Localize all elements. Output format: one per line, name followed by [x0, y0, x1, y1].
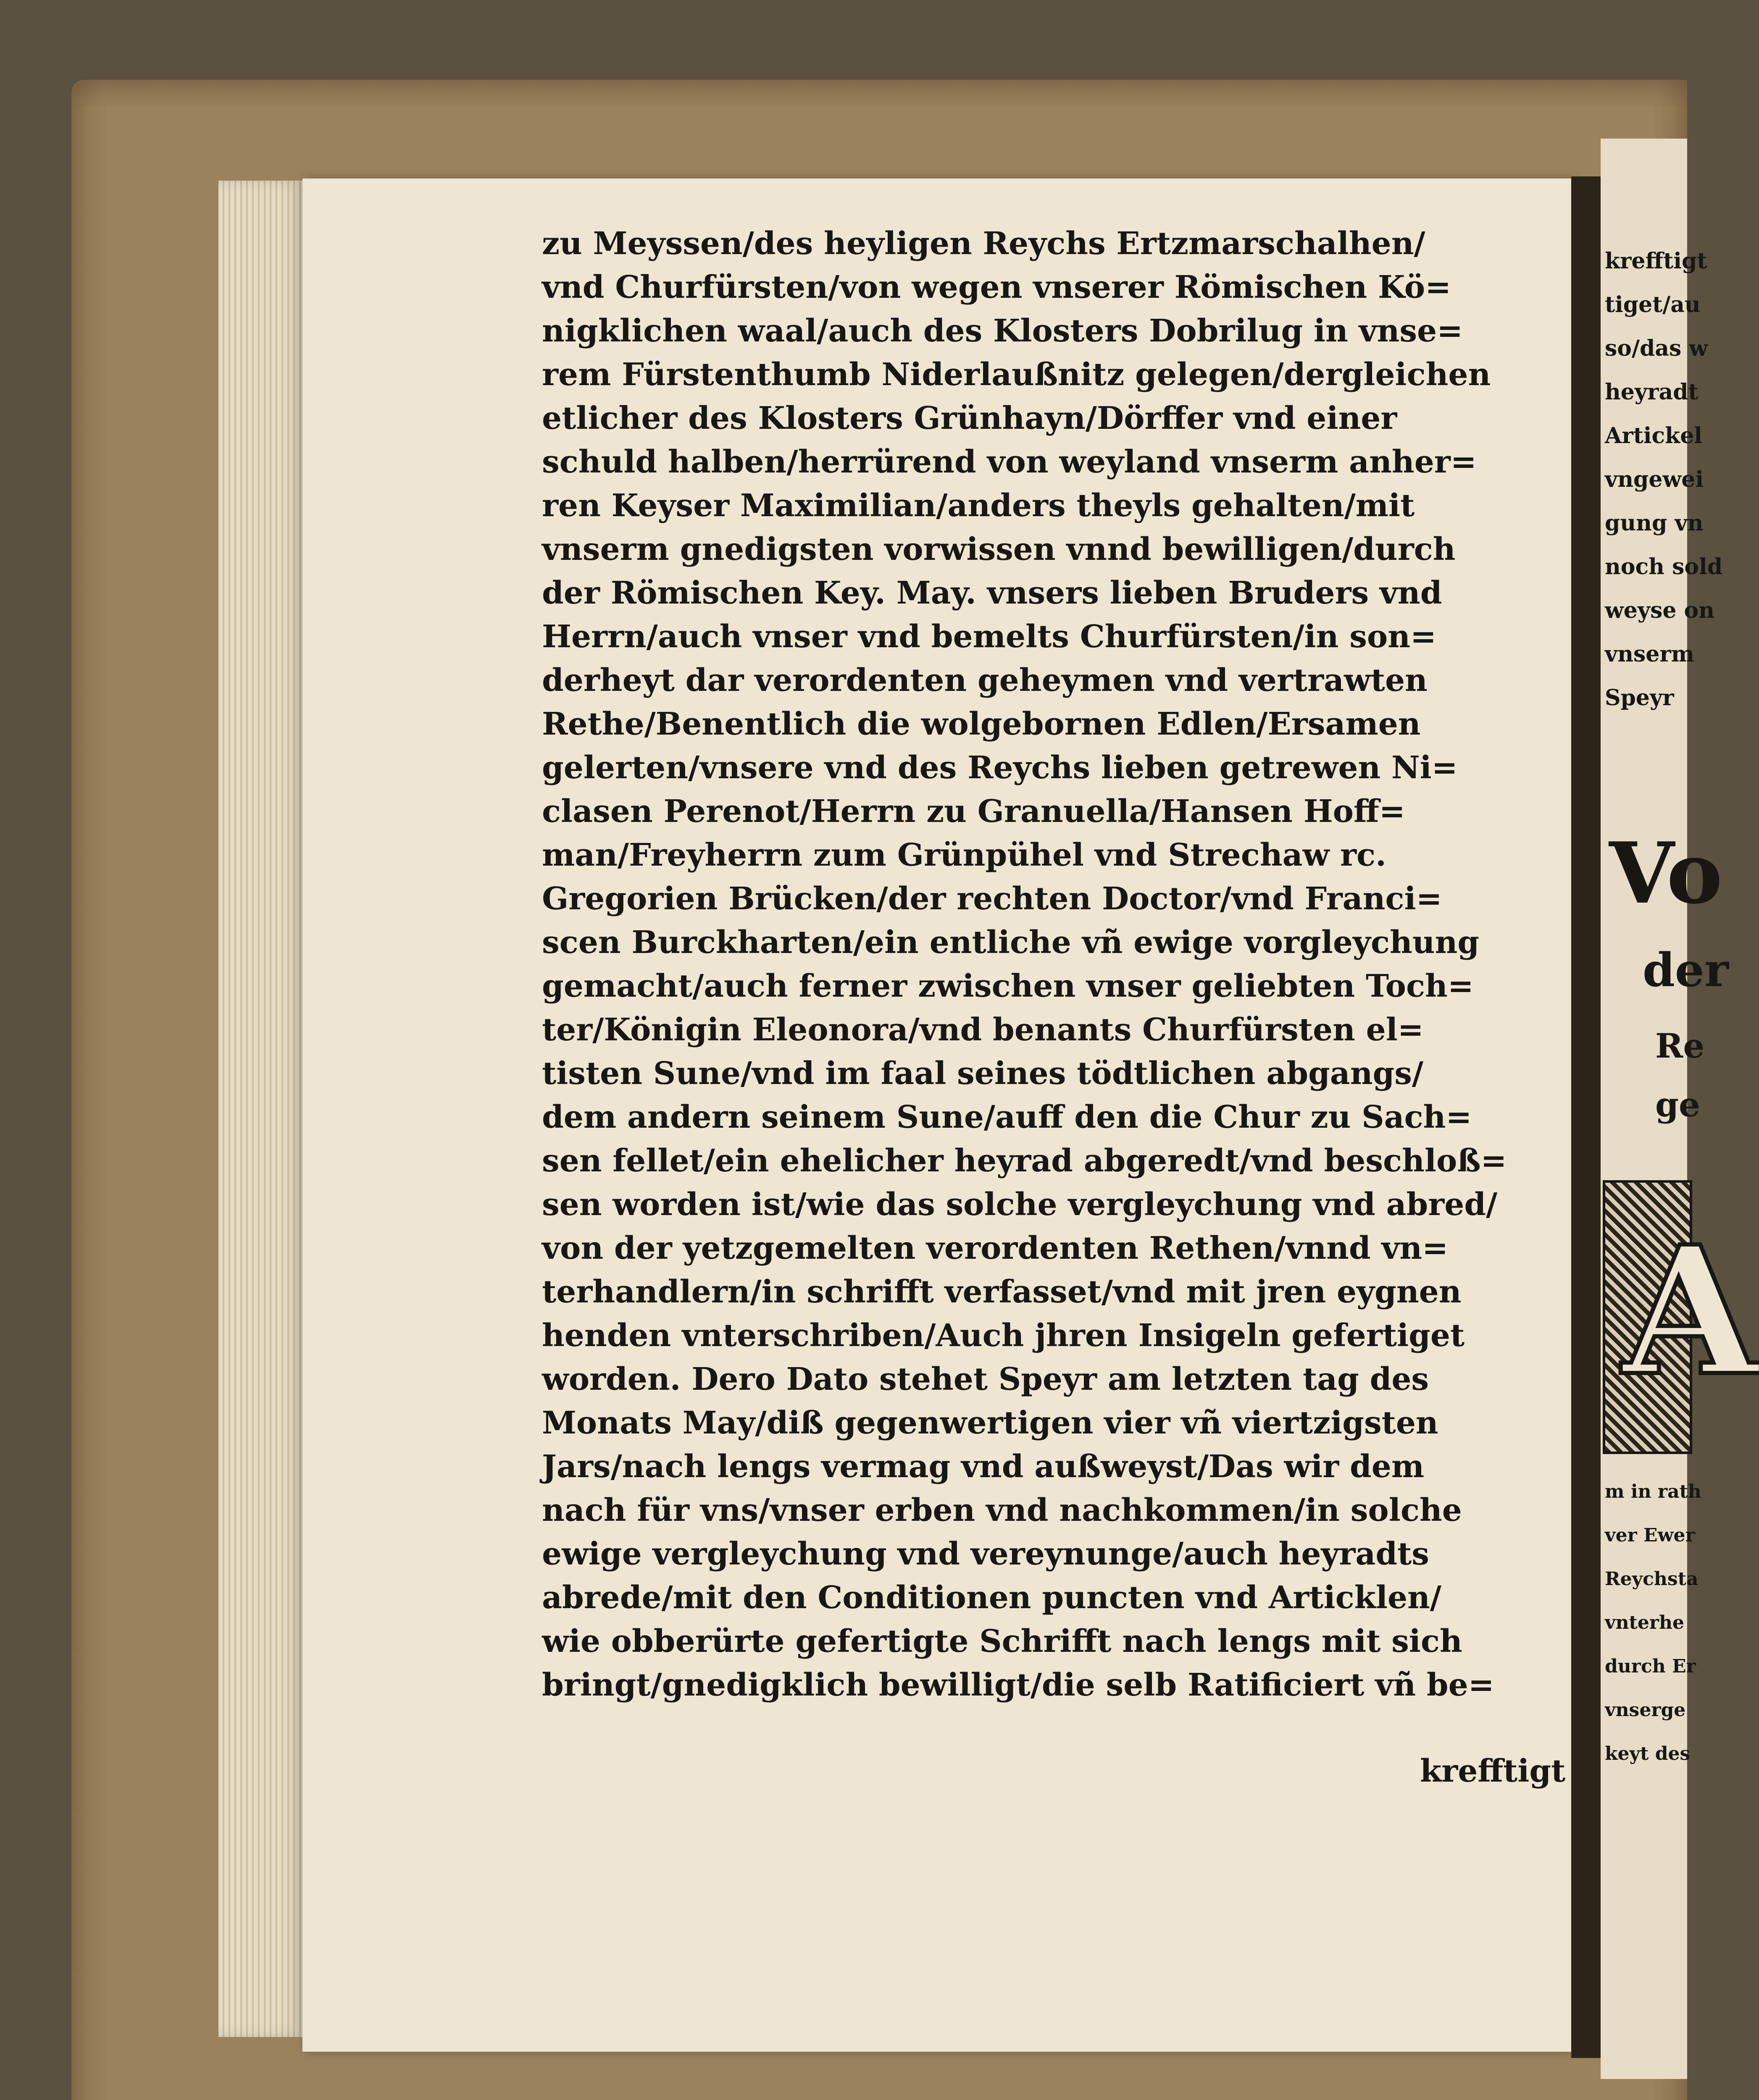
- next-page-line: tiget/au: [1605, 292, 1701, 318]
- next-page-line: vngewei: [1605, 467, 1704, 492]
- text-line: bringt/gnedigklich bewilligt/die selb Ratificiert vñ be=: [542, 1667, 1494, 1703]
- text-line: scen Burckharten/ein entliche vñ ewige vorgleychung: [542, 924, 1480, 961]
- text-line: clasen Perenot/Herrn zu Granuella/Hansen Hoff=: [542, 793, 1405, 830]
- page-edges: [218, 181, 302, 2037]
- heading-line: Re: [1655, 1026, 1705, 1066]
- text-line: Jars/nach lengs vermag vnd außweyst/Das wir dem: [542, 1449, 1425, 1485]
- text-line: wie obberürte gefertigte Schrifft nach lengs mit sich: [542, 1623, 1462, 1659]
- text-line: henden vnterschriben/Auch jhren Insigeln gefertiget: [542, 1318, 1465, 1354]
- next-page-heading: [1609, 823, 1729, 1134]
- text-line: etlicher des Klosters Grünhayn/Dörffer vnd einer: [542, 400, 1397, 436]
- text-line: zu Meyssen/des heyligen Reychs Ertzmarschalhen/: [542, 226, 1425, 262]
- book-gutter: [1571, 176, 1601, 2058]
- text-line: Gregorien Brücken/der rechten Doctor/vnd Franci=: [542, 881, 1442, 917]
- text-line: derheyt dar verordenten geheymen vnd vertrawten: [542, 662, 1428, 698]
- heading-line: Vo: [1609, 824, 1723, 923]
- next-page-line: heyradt: [1605, 379, 1699, 405]
- next-page-line: Speyr: [1605, 685, 1674, 711]
- next-page-line: Reychsta: [1605, 1568, 1699, 1590]
- text-line: man/Freyherrn zum Grünpühel vnd Strechaw rc.: [542, 837, 1386, 873]
- next-page-line: vnterhe: [1605, 1612, 1685, 1633]
- text-line: der Römischen Key. May. vnsers lieben Bruders vnd: [542, 575, 1442, 611]
- heading-line: ge: [1655, 1085, 1700, 1124]
- next-page-line: ver Ewer: [1605, 1525, 1695, 1546]
- text-line: Monats May/diß gegenwertigen vier vñ viertzigsten: [542, 1405, 1438, 1441]
- text-line: rem Fürstenthumb Niderlaußnitz gelegen/dergleichen: [542, 357, 1491, 393]
- next-page-line: noch sold: [1605, 554, 1723, 580]
- next-page-line: durch Er: [1605, 1656, 1696, 1677]
- text-line: vnd Churfürsten/von wegen vnserer Römischen Kö=: [542, 269, 1451, 305]
- text-line: sen fellet/ein ehelicher heyrad abgeredt/vnd beschloß=: [542, 1143, 1507, 1179]
- text-line: sen worden ist/wie das solche vergleychung vnd abred/: [542, 1186, 1498, 1223]
- next-page-line: vnserm: [1605, 641, 1694, 667]
- text-line: worden. Dero Dato stehet Speyr am letzten tag des: [542, 1361, 1429, 1397]
- next-page-line: krefftigt: [1605, 248, 1707, 274]
- text-line: nigklichen waal/auch des Klosters Dobrilug in vnse=: [542, 313, 1463, 349]
- next-page-line: keyt des: [1605, 1743, 1691, 1764]
- next-page-text-bottom: [1605, 1470, 1701, 1776]
- text-line: abrede/mit den Conditionen puncten vnd Articklen/: [542, 1580, 1441, 1616]
- text-line: gemacht/auch ferner zwischen vnser geliebten Toch=: [542, 968, 1474, 1004]
- text-line: ren Keyser Maximilian/anders theyls gehalten/mit: [542, 488, 1415, 524]
- next-page-text-top: [1605, 239, 1723, 720]
- next-page-line: m in rath: [1605, 1481, 1701, 1502]
- next-page-line: vnserge: [1605, 1699, 1686, 1721]
- initial-letter: A: [1622, 1208, 1759, 1415]
- next-page-line: weyse on: [1605, 598, 1715, 623]
- next-page-line: so/das w: [1605, 336, 1708, 361]
- next-page-line: gung vn: [1605, 510, 1704, 536]
- page-body-text: [542, 222, 1567, 1707]
- text-line: tisten Sune/vnd im faal seines tödtlichen abgangs/: [542, 1055, 1423, 1092]
- text-line: Herrn/auch vnser vnd bemelts Churfürsten/in son=: [542, 619, 1437, 655]
- text-line: gelerten/vnsere vnd des Reychs lieben getrewen Ni=: [542, 750, 1458, 786]
- text-line: dem andern seinem Sune/auff den die Chur zu Sach=: [542, 1099, 1472, 1135]
- text-line: nach für vns/vnser erben vnd nachkommen/in solche: [542, 1492, 1462, 1528]
- next-page-line: Artickel: [1605, 423, 1703, 449]
- text-line: von der yetzgemelten verordenten Rethen/vnnd vn=: [542, 1230, 1449, 1266]
- woodcut-initial: [1603, 1180, 1759, 1454]
- text-line: terhandlern/in schrifft verfasset/vnd mit jren eygnen: [542, 1274, 1462, 1310]
- text-line: schuld halben/herrürend von weyland vnserm anher=: [542, 444, 1477, 480]
- heading-line: der: [1643, 943, 1729, 997]
- text-line: ter/Königin Eleonora/vnd benants Churfürsten el=: [542, 1012, 1424, 1048]
- catchword: krefftigt: [1420, 1753, 1566, 1789]
- text-line: Rethe/Benentlich die wolgebornen Edlen/Ersamen: [542, 706, 1421, 742]
- text-line: vnserm gnedigsten vorwissen vnnd bewilligen/durch: [542, 531, 1456, 567]
- text-line: ewige vergleychung vnd vereynunge/auch heyradts: [542, 1536, 1429, 1572]
